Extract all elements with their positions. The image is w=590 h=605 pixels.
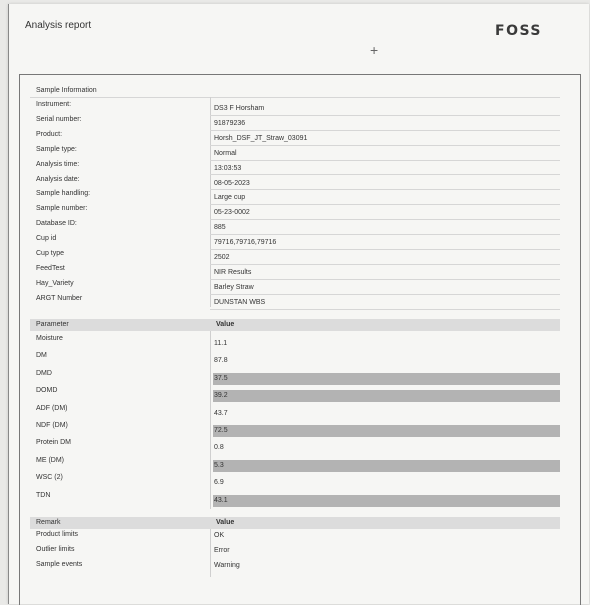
parameter-row	[30, 352, 560, 369]
sample-info-label: Instrument:	[36, 101, 72, 108]
parameter-label: NDF (DM)	[36, 422, 68, 429]
highlight-bar	[213, 495, 560, 507]
parameter-row	[30, 387, 560, 404]
parameter-label: ME (DM)	[36, 456, 64, 464]
sample-info-label: Cup type	[36, 250, 65, 257]
sample-info-value: DUNSTAN WBS	[214, 298, 266, 306]
row-divider	[210, 309, 560, 310]
sample-info-row	[30, 116, 560, 131]
sample-info-value: DS3 F Horsham	[214, 105, 265, 112]
sample-info-value: Normal	[214, 149, 237, 157]
sample-info-value: Barley Straw	[214, 283, 254, 291]
remark-value-column-header: Value	[216, 519, 235, 526]
parameter-value: 72.5	[214, 427, 228, 434]
parameter-row	[30, 335, 560, 352]
sample-info-label: Sample handling:	[36, 190, 91, 198]
parameter-row	[30, 492, 560, 509]
parameter-value: 37.5	[214, 374, 228, 382]
highlight-bar	[213, 425, 560, 437]
sample-info-row	[30, 250, 560, 265]
sample-information-section	[30, 85, 560, 307]
value-column-header: Value	[216, 321, 235, 328]
remark-value: Warning	[214, 562, 240, 569]
remark-label: Sample events	[36, 561, 83, 568]
parameter-label: DMD	[36, 369, 52, 377]
parameters-header	[30, 319, 560, 331]
parameter-value: 43.7	[214, 409, 228, 417]
foss-logo: FOSS	[495, 23, 543, 39]
parameter-label: ADF (DM)	[36, 404, 68, 412]
sample-info-label: Sample type:	[36, 145, 77, 153]
parameter-value: 43.1	[214, 496, 228, 504]
crosshair-icon: +	[370, 42, 379, 58]
sample-info-row	[30, 161, 560, 176]
remark-row	[30, 561, 560, 576]
remark-row	[30, 531, 560, 546]
remarks-section	[30, 517, 560, 577]
sample-information-header	[30, 85, 560, 97]
sample-info-row	[30, 131, 560, 146]
sample-info-label: Analysis time:	[36, 160, 80, 168]
parameter-value: 6.9	[214, 479, 224, 487]
sample-info-row	[30, 205, 560, 220]
sample-info-value: 05-23-0002	[214, 209, 250, 217]
highlight-bar	[213, 460, 560, 472]
sample-info-row	[30, 146, 560, 161]
sample-info-label: Database ID:	[36, 220, 77, 228]
sample-info-row	[30, 265, 560, 280]
remark-column-header: Remark	[36, 519, 61, 526]
parameter-row	[30, 474, 560, 491]
sample-info-value: 08-05-2023	[214, 179, 250, 187]
sample-info-row	[30, 190, 560, 205]
parameter-value: 0.8	[214, 444, 224, 452]
sample-info-value: 885	[214, 224, 226, 232]
sample-information-title: Sample Information	[36, 87, 97, 94]
sample-info-value: NIR Results	[214, 268, 252, 276]
sample-info-row	[30, 101, 560, 116]
remark-value: OK	[214, 532, 225, 539]
sample-info-row	[30, 220, 560, 235]
parameter-value: 39.2	[214, 392, 228, 400]
sample-info-label: Hay_Variety	[36, 279, 74, 287]
parameter-label: Protein DM	[36, 439, 72, 447]
parameter-row	[30, 439, 560, 456]
parameter-label: DOMD	[36, 387, 58, 395]
sample-info-label: FeedTest	[36, 264, 65, 272]
report-frame	[19, 74, 581, 605]
parameter-value: 11.1	[214, 340, 228, 347]
parameter-label: WSC (2)	[36, 474, 63, 482]
parameter-label: Moisture	[36, 335, 63, 342]
sample-info-label: ARGT Number	[36, 294, 83, 302]
highlight-bar	[213, 373, 560, 385]
remark-label: Outlier limits	[36, 546, 75, 553]
highlight-bar	[213, 390, 560, 402]
sample-info-label: Sample number:	[36, 205, 88, 213]
divider	[30, 97, 560, 98]
sample-info-row	[30, 295, 560, 310]
sample-info-row	[30, 235, 560, 250]
parameter-label: DM	[36, 352, 47, 360]
parameter-column-header: Parameter	[36, 321, 69, 328]
parameter-row	[30, 457, 560, 474]
sample-info-row	[30, 176, 560, 191]
sample-info-value: 79716,79716,79716	[214, 239, 277, 247]
remarks-header	[30, 517, 560, 529]
parameter-row	[30, 422, 560, 439]
parameter-label: TDN	[36, 491, 51, 499]
sample-info-value: 13:03:53	[214, 164, 242, 172]
sample-info-label: Cup id	[36, 235, 57, 243]
sample-info-label: Product:	[36, 130, 63, 138]
parameter-row	[30, 370, 560, 387]
parameter-row	[30, 405, 560, 422]
sample-info-value: Large cup	[214, 194, 246, 202]
report-page	[8, 4, 589, 604]
remark-row	[30, 546, 560, 561]
parameters-section	[30, 319, 560, 509]
report-title: Analysis report	[25, 20, 92, 31]
parameter-value: 5.3	[214, 461, 224, 469]
sample-info-label: Serial number:	[36, 115, 82, 123]
sample-info-row	[30, 280, 560, 295]
sample-info-label: Analysis date:	[36, 175, 80, 183]
sample-info-value: 91879236	[214, 119, 246, 127]
sample-info-value: 2502	[214, 254, 230, 261]
remark-value: Error	[214, 547, 230, 554]
parameter-value: 87.8	[214, 357, 228, 365]
sample-info-value: Horsh_DSF_JT_Straw_03091	[214, 134, 308, 142]
remark-label: Product limits	[36, 531, 79, 538]
